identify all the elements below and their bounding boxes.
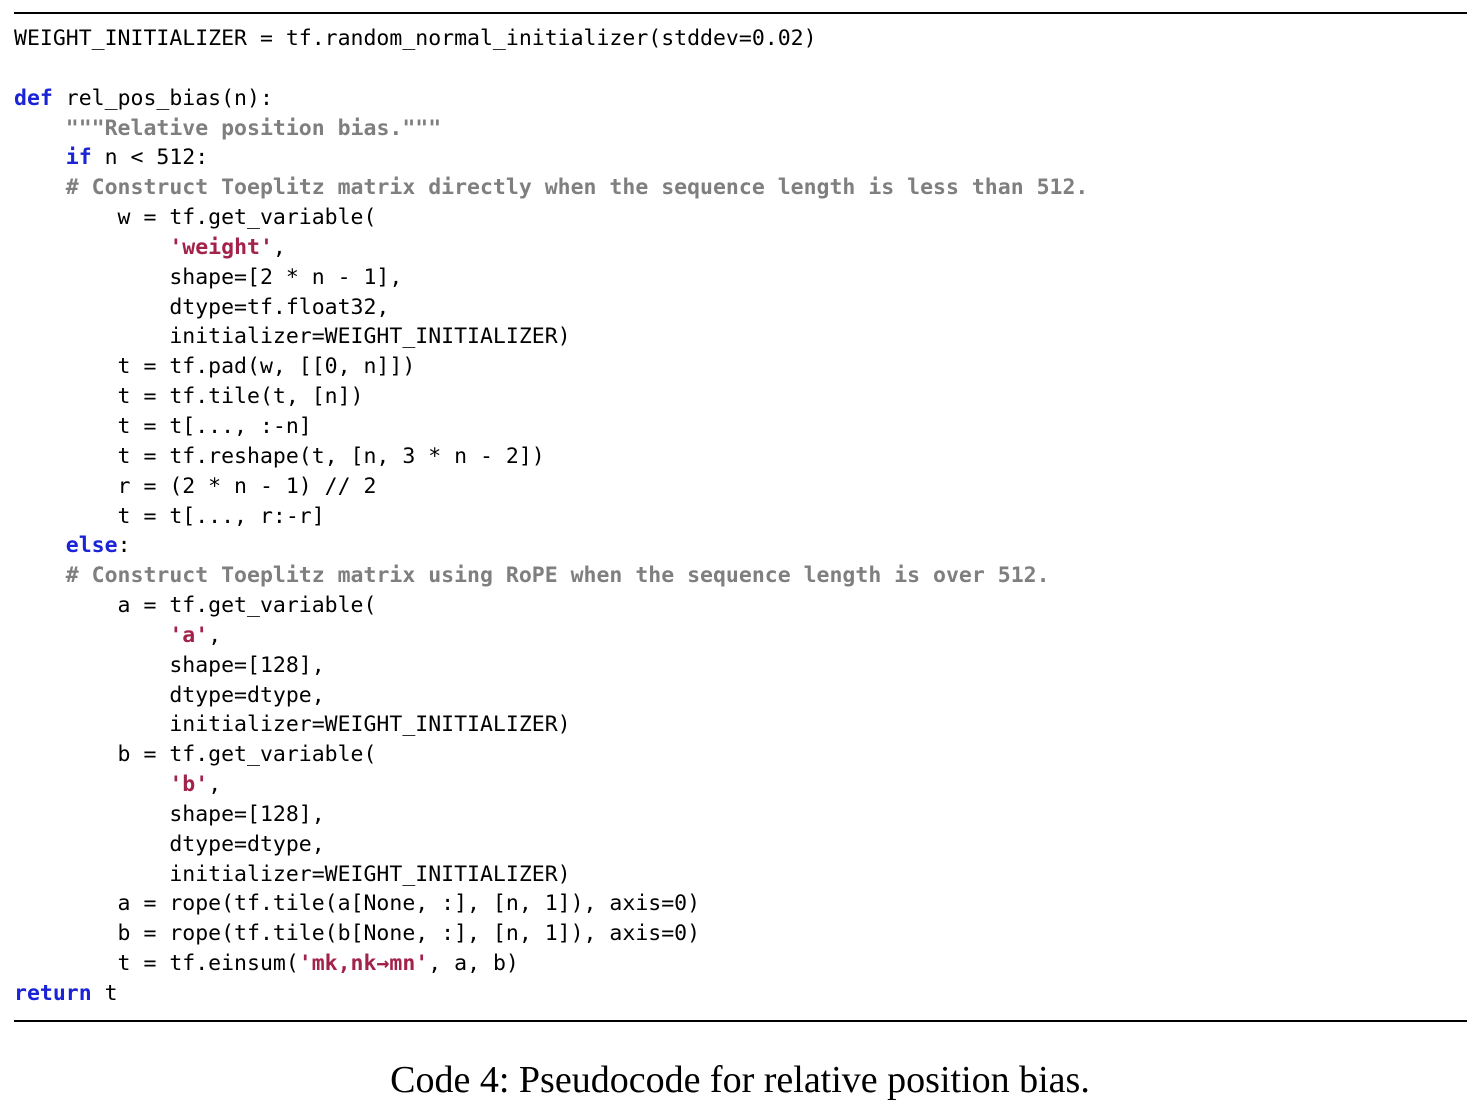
code-line: [14, 352, 1088, 382]
code-line: [14, 293, 1088, 323]
code-text: t = tf.pad(w, [[0, n]]): [14, 354, 416, 380]
code-text: t = tf.reshape(t, [n, 3 * n - 2]): [14, 443, 545, 469]
code-text: [14, 116, 66, 141]
code-listing: [14, 24, 1088, 1009]
code-line: [14, 681, 1088, 711]
code-text: rel_pos_bias(n):: [52, 85, 273, 111]
code-text: a = rope(tf.tile(a[None, :], [n, 1]), axis=0): [14, 891, 701, 917]
code-line: [14, 800, 1088, 830]
code-string: 'a': [169, 622, 209, 648]
code-text: b = rope(tf.tile(b[None, :], [n, 1]), axis=0): [14, 921, 701, 947]
code-line: [14, 889, 1088, 919]
code-line: [14, 472, 1088, 502]
code-line: [14, 591, 1088, 621]
code-comment: # Construct Toeplitz matrix using RoPE when the sequence length is over 512.: [65, 563, 1050, 589]
code-text: r = (2 * n - 1) // 2: [14, 473, 377, 499]
code-line: [14, 710, 1088, 740]
code-text: ,: [208, 622, 222, 648]
code-text: w = tf.get_variable(: [14, 205, 377, 231]
code-text: initializer=WEIGHT_INITIALIZER): [14, 712, 571, 738]
code-text: shape=[2 * n - 1],: [14, 264, 403, 290]
code-line: [14, 740, 1088, 770]
code-text: t = tf.tile(t, [n]): [14, 384, 364, 410]
code-keyword: if: [65, 145, 92, 171]
code-text: b = tf.get_variable(: [14, 742, 377, 768]
code-line: [14, 561, 1088, 591]
code-line: [14, 263, 1088, 293]
code-text: n < 512:: [91, 145, 209, 171]
code-text: dtype=tf.float32,: [14, 294, 390, 320]
code-text: [14, 533, 66, 558]
code-line: [14, 621, 1088, 651]
code-line: [14, 979, 1088, 1009]
code-caption: Code 4: Pseudocode for relative position bias.: [390, 1059, 1090, 1101]
code-text: , a, b): [428, 951, 519, 977]
code-text: initializer=WEIGHT_INITIALIZER): [14, 861, 571, 887]
code-keyword: else: [65, 533, 118, 559]
code-text: t = t[..., :-n]: [14, 413, 312, 439]
code-text: dtype=dtype,: [14, 831, 325, 857]
code-line: [14, 770, 1088, 800]
code-text: initializer=WEIGHT_INITIALIZER): [14, 324, 571, 350]
code-text: [14, 145, 66, 170]
code-line: [14, 949, 1088, 979]
code-text: shape=[128],: [14, 652, 325, 678]
code-docstring: """Relative position bias.""": [65, 115, 442, 141]
code-string: 'weight': [169, 234, 273, 260]
code-text: [14, 175, 66, 200]
bottom-rule: [14, 1020, 1467, 1022]
code-line: [14, 412, 1088, 442]
code-text: [14, 235, 169, 260]
code-text: [14, 623, 169, 648]
code-text: ,: [208, 772, 222, 798]
top-rule: [14, 12, 1467, 14]
code-line: [14, 114, 1088, 144]
code-line: [14, 322, 1088, 352]
code-text: [14, 563, 66, 588]
code-text: shape=[128],: [14, 801, 325, 827]
code-keyword: return: [14, 981, 92, 1006]
code-string: 'mk,nk→mn': [298, 951, 429, 977]
code-line: [14, 830, 1088, 860]
code-text: t: [91, 981, 118, 1006]
code-line: [14, 442, 1088, 472]
code-line: [14, 502, 1088, 532]
code-text: WEIGHT_INITIALIZER = tf.random_normal_initializer(stddev=0.02): [14, 26, 817, 51]
code-line: [14, 173, 1088, 203]
code-text: dtype=dtype,: [14, 682, 325, 708]
code-line: [14, 233, 1088, 263]
code-text: t = t[..., r:-r]: [14, 503, 325, 529]
code-line: [14, 651, 1088, 681]
code-comment: # Construct Toeplitz matrix directly when the sequence length is less than 512.: [65, 175, 1089, 201]
code-line: [14, 24, 1088, 54]
code-line: [14, 382, 1088, 412]
code-line: [14, 203, 1088, 233]
code-text: :: [117, 533, 131, 559]
code-text: [14, 772, 169, 797]
code-text: t = tf.einsum(: [14, 951, 299, 977]
code-line: [14, 143, 1088, 173]
code-line: [14, 54, 1088, 84]
code-line: [14, 860, 1088, 890]
code-keyword: def: [14, 85, 53, 111]
code-text: a = tf.get_variable(: [14, 593, 377, 619]
code-line: [14, 84, 1088, 114]
code-string: 'b': [169, 772, 209, 798]
code-line: [14, 919, 1088, 949]
code-text: ,: [272, 234, 286, 260]
code-line: [14, 531, 1088, 561]
